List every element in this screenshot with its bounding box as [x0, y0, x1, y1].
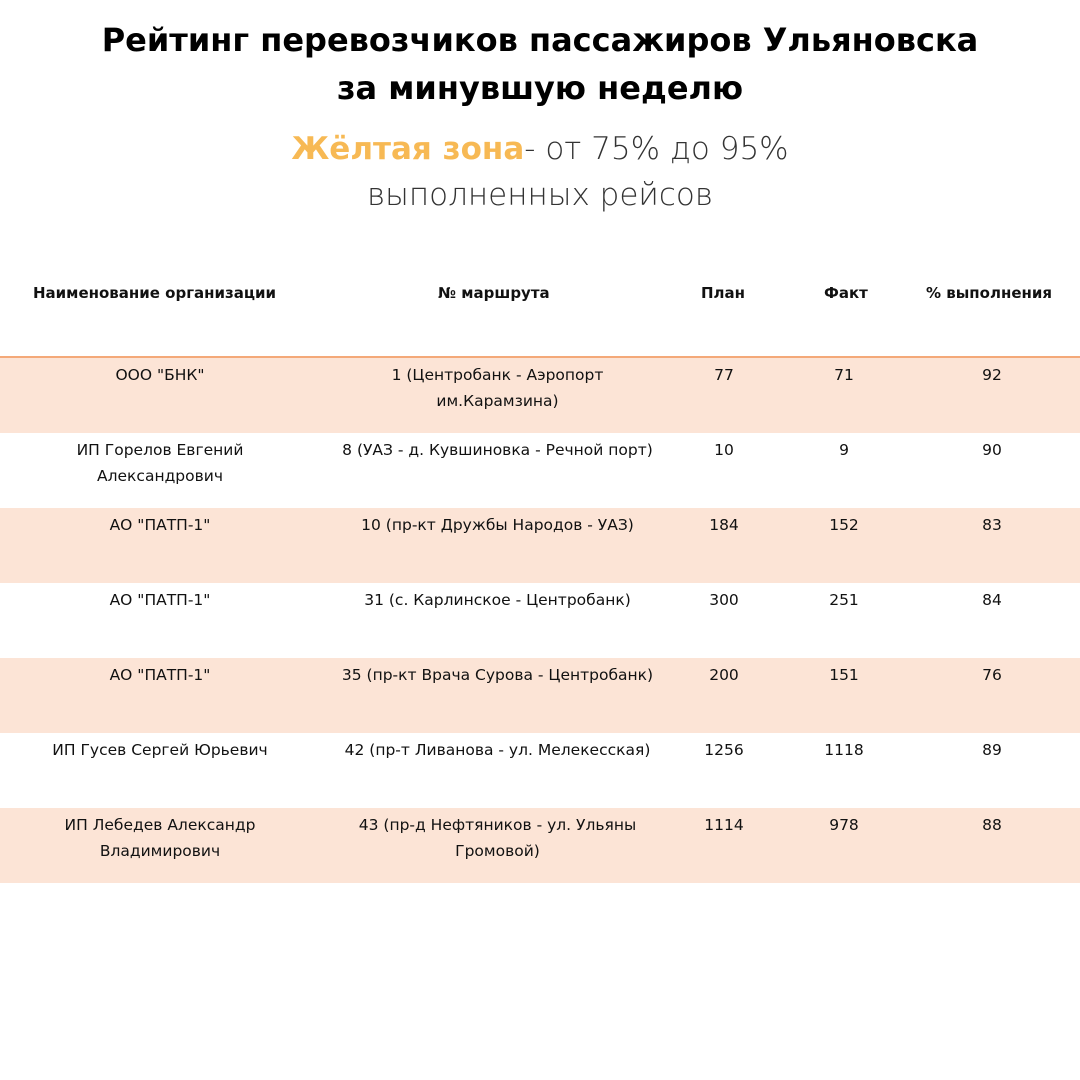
cell-org: ООО "БНК" — [115, 366, 205, 384]
cell-fact: 1118 — [824, 741, 864, 759]
table-row — [0, 658, 1080, 733]
table-row — [0, 433, 1080, 508]
cell-pct: 76 — [982, 666, 1002, 684]
cell-fact: 251 — [829, 591, 859, 609]
page-title-line1: Рейтинг перевозчиков пассажиров Ульяновска — [101, 21, 979, 59]
cell-plan: 1114 — [704, 816, 744, 834]
cell-org: АО "ПАТП-1" — [109, 666, 211, 684]
cell-route: 31 (с. Карлинское - Центробанк) — [364, 591, 631, 609]
cell-route: 8 (УАЗ - д. Кувшиновка - Речной порт) — [342, 441, 653, 459]
table-row — [0, 733, 1080, 808]
cell-pct: 84 — [982, 591, 1002, 609]
cell-org: ИП Горелов Евгений Александрович — [76, 441, 244, 485]
page-title-line2: за минувшую неделю — [336, 69, 744, 107]
table-row — [0, 583, 1080, 658]
cell-pct: 88 — [982, 816, 1002, 834]
cell-fact: 151 — [829, 666, 859, 684]
cell-route: 10 (пр-кт Дружбы Народов - УАЗ) — [361, 516, 634, 534]
cell-plan: 200 — [709, 666, 739, 684]
zone-subtitle-line1 — [0, 126, 1080, 172]
header-org: Наименование организации — [33, 284, 277, 302]
header-route: № маршрута — [438, 284, 550, 302]
cell-org: АО "ПАТП-1" — [109, 516, 211, 534]
zone-range: - от 75% до 95% — [524, 131, 789, 167]
cell-fact: 9 — [839, 441, 849, 459]
cell-fact: 152 — [829, 516, 859, 534]
cell-pct: 89 — [982, 741, 1002, 759]
cell-org: ИП Лебедев Александр Владимирович — [64, 816, 256, 860]
zone-subtitle — [0, 126, 1080, 218]
cell-route: 35 (пр-кт Врача Сурова - Центробанк) — [341, 666, 654, 684]
cell-plan: 300 — [709, 591, 739, 609]
cell-fact: 71 — [834, 366, 854, 384]
cell-plan: 77 — [714, 366, 734, 384]
header-plan: План — [701, 284, 746, 302]
zone-subtitle-line2: выполненных рейсов — [366, 177, 714, 213]
table-row — [0, 508, 1080, 583]
cell-org: АО "ПАТП-1" — [109, 591, 211, 609]
cell-pct: 83 — [982, 516, 1002, 534]
table-header — [0, 270, 1080, 358]
page-title — [0, 16, 1080, 112]
header-fact: Факт — [824, 284, 868, 302]
carrier-rating-table — [0, 270, 1080, 883]
header-pct: % выполнения — [926, 284, 1053, 302]
zone-label: Жёлтая зона — [291, 131, 525, 167]
table-row — [0, 358, 1080, 433]
cell-fact: 978 — [829, 816, 859, 834]
cell-plan: 184 — [709, 516, 739, 534]
cell-route: 42 (пр-т Ливанова - ул. Мелекесская) — [344, 741, 651, 759]
cell-route: 43 (пр-д Нефтяников - ул. Ульяны Громовой) — [358, 816, 637, 860]
cell-plan: 10 — [714, 441, 734, 459]
cell-plan: 1256 — [704, 741, 744, 759]
cell-pct: 90 — [982, 441, 1002, 459]
cell-org: ИП Гусев Сергей Юрьевич — [52, 741, 268, 759]
cell-pct: 92 — [982, 366, 1002, 384]
cell-route: 1 (Центробанк - Аэропорт им.Карамзина) — [391, 366, 604, 410]
table-row — [0, 808, 1080, 883]
